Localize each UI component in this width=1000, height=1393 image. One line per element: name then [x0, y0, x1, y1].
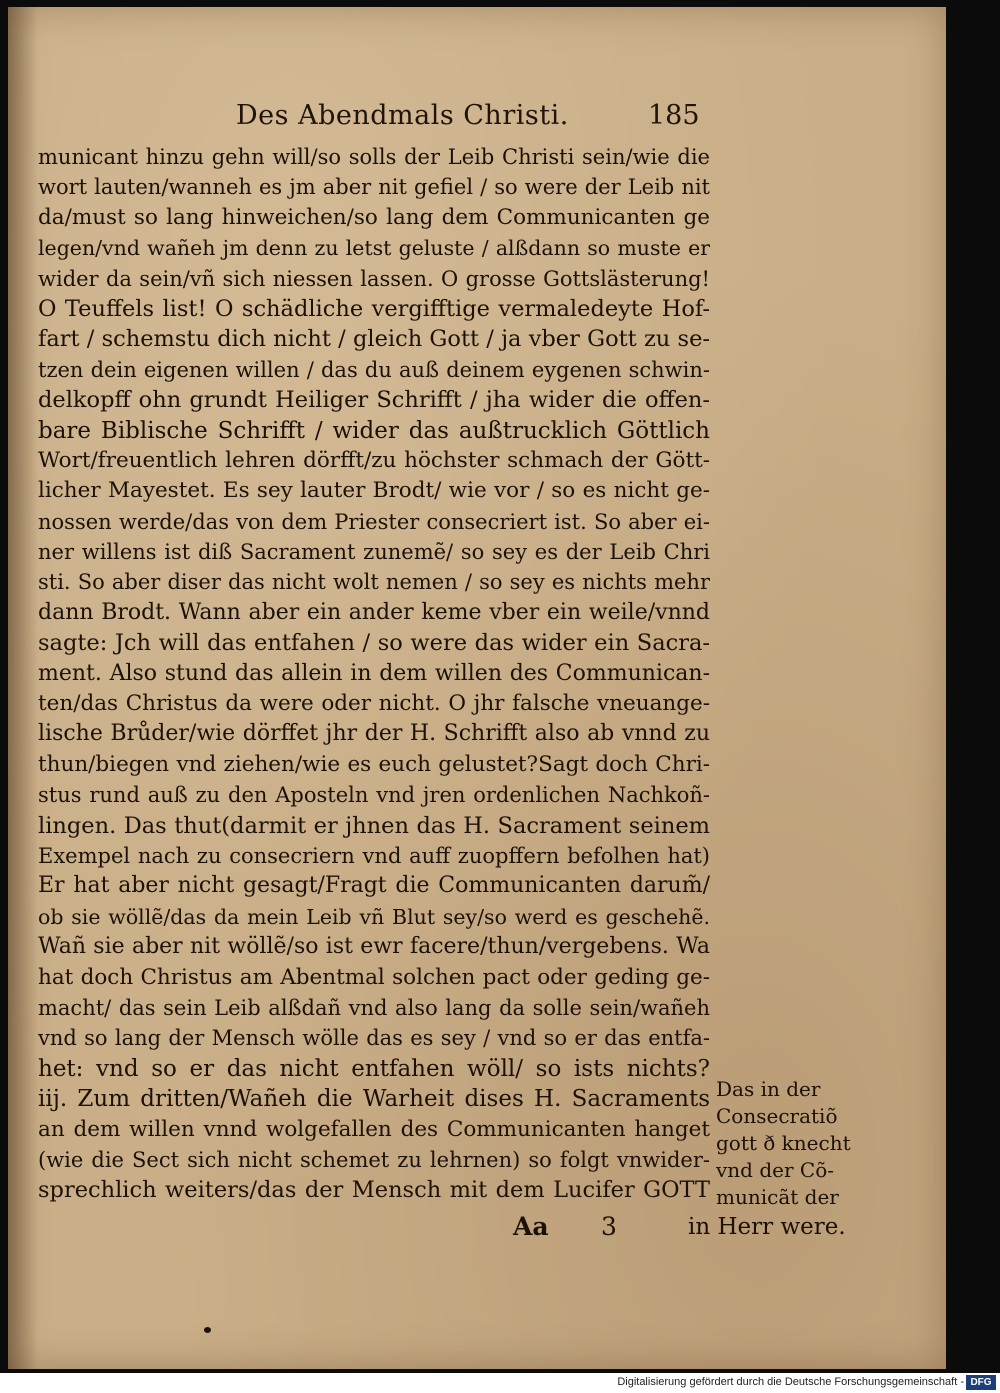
text-line: Exempel nach zu consecriern vnd auff zuopffern befolhen hat) [38, 843, 710, 868]
text-line: hat doch Christus am Abentmal solchen pact oder geding ge- [38, 964, 710, 990]
text-line: licher Mayestet. Es sey lauter Brodt/ wie vor / so es nicht ge- [38, 478, 710, 504]
text-line: dann Brodt. Wann aber ein ander keme vber ein weile/vnnd [38, 599, 710, 625]
marginal-note-line: Consecratiõ [716, 1104, 838, 1128]
text-line: sagte: Jch will das entfahen / so were das wider ein Sacra- [38, 630, 710, 657]
text-line: Er hat aber nicht gesagt/Fragt die Communicanten darum̃/ [38, 873, 710, 899]
text-line: fart / schemstu dich nicht / gleich Gott / ja vber Gott zu se- [38, 326, 710, 353]
folio-number: 185 [648, 100, 700, 131]
marginal-note-line: vnd der Cõ- [716, 1158, 834, 1182]
marginal-note-line: Das in der [716, 1077, 821, 1101]
text-line: Wañ sie aber nit wöllẽ/so ist ewr facere/thun/vergebens. Wa [38, 934, 710, 960]
dfg-logo-icon: DFG [966, 1375, 996, 1390]
text-line: ob sie wöllẽ/das da mein Leib vñ Blut sey/so werd es geschehẽ. [38, 904, 710, 929]
running-title: Des Abendmals Christi. [236, 100, 569, 131]
text-line: tzen dein eigenen willen / das du auß deinem eygenen schwin- [38, 357, 710, 382]
text-line: wort lauten/wanneh es jm aber nit gefiel / so were der Leib nit [38, 175, 710, 200]
text-line: stus rund auß zu den Aposteln vnd jren ordenlichen Nachkoñ- [38, 783, 710, 808]
page-header [8, 100, 946, 140]
text-line: (wie die Sect sich nicht schemet zu lehrnen) so folgt vnwider- [38, 1147, 710, 1172]
main-text-block [38, 142, 710, 1206]
text-line: iij. Zum dritten/Wañeh die Warheit dises H. Sacraments [38, 1086, 710, 1113]
marginal-note-line: gott ð knecht [716, 1131, 851, 1155]
text-line: nossen werde/das von dem Priester consecriert ist. So aber ei- [38, 509, 710, 534]
text-line: het: vnd so er das nicht entfahen wöll/ so ists nichts? [38, 1055, 710, 1082]
text-line: ten/das Christus da were oder nicht. O jhr falsche vneuange- [38, 691, 710, 717]
text-line: municant hinzu gehn will/so solls der Leib Christi sein/wie die [38, 145, 710, 169]
text-line: thun/biegen vnd ziehen/wie es euch gelustet?Sagt doch Chri- [38, 751, 710, 777]
text-line: an dem willen vnnd wolgefallen des Communicanten hanget [38, 1116, 710, 1142]
marginal-note-line: municãt der [716, 1185, 839, 1209]
page-gutter-shadow [8, 7, 38, 1369]
text-line: macht/ das sein Leib alßdañ vnd also lang da solle sein/wañeh [38, 995, 710, 1020]
page-footer-catchwords [8, 1212, 946, 1252]
text-line: legen/vnd wañeh jm denn zu letst geluste / alßdann so muste er [38, 236, 710, 261]
text-line: delkopff ohn grundt Heiliger Schrifft / jha wider die offen- [38, 387, 710, 414]
text-line: sti. So aber diser das nicht wolt nemen / so sey es nichts mehr [38, 570, 710, 595]
marginal-note [716, 1076, 866, 1211]
digitization-footer [0, 1373, 1000, 1393]
text-line: Wort/freuentlich lehren dörfft/zu höchster schmach der Gött- [38, 447, 710, 473]
catchword: in Herr were. [688, 1214, 846, 1240]
text-line: ment. Also stund das allein in dem willen des Communican- [38, 660, 710, 686]
signature-number: 3 [601, 1212, 617, 1241]
text-line: da/must so lang hinweichen/so lang dem Communicanten ge [38, 204, 710, 230]
text-line: lingen. Das thut(darmit er jhnen das H. Sacrament seinem [38, 812, 710, 839]
text-line: bare Biblische Schrifft / wider das außtrucklich Göttlich [38, 417, 710, 444]
text-line: ner willens ist diß Sacrament zunemẽ/ so sey es der Leib Chri [38, 540, 710, 565]
text-line: vnd so lang der Mensch wölle das es sey / vnd so er das entfa- [38, 1026, 710, 1051]
text-line: sprechlich weiters/das der Mensch mit dem Lucifer GOTT [38, 1177, 710, 1204]
text-line: lische Brůder/wie dörffet jhr der H. Schrifft also ab vnnd zu [38, 721, 710, 747]
signature-mark: Aa [513, 1212, 549, 1241]
text-line: wider da sein/vñ sich niessen lassen. O grosse Gottslästerung! [38, 266, 710, 291]
footer-credit: Digitalisierung gefördert durch die Deutsche Forschungsgemeinschaft - [617, 1376, 964, 1388]
text-line: O Teuffels list! O schädliche vergifftige vermaledeyte Hof- [38, 295, 710, 322]
book-page [8, 7, 946, 1369]
ink-spot [204, 1327, 211, 1333]
